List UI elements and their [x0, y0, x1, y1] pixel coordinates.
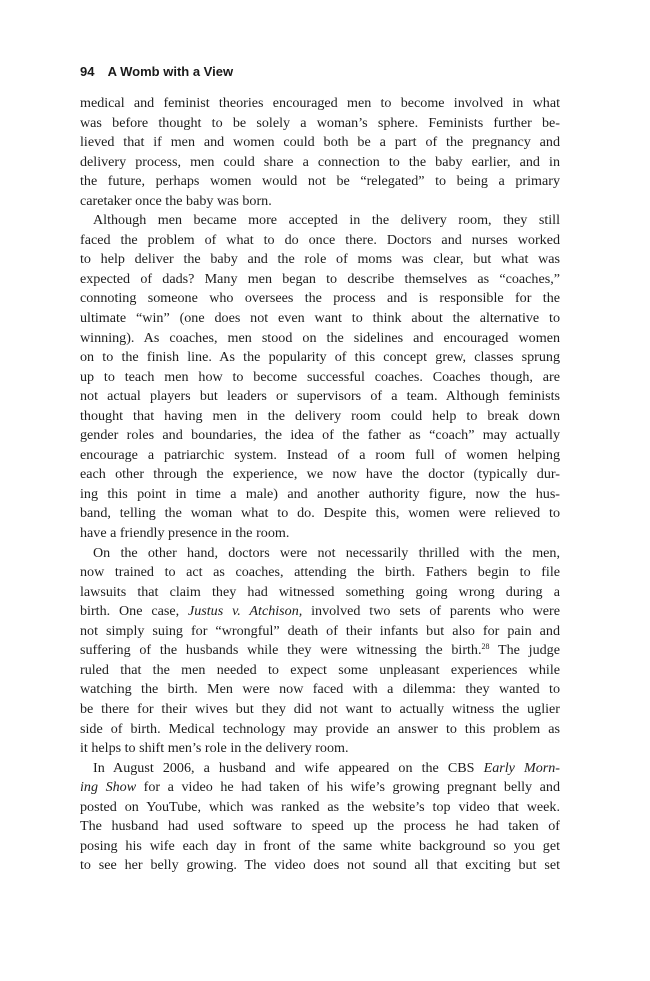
text-run: In August 2006, a husband and wife appeared on the CBS [93, 759, 484, 776]
text-line: posing his wife each day in front of the same white background so you get [80, 837, 560, 854]
body-text [80, 94, 560, 876]
page-number: 94 [80, 64, 95, 79]
text-run: suffering of the husbands while they were witnessing the birth. [80, 642, 482, 659]
text-line: not actual players but leaders or supervisors of a team. Although feminists [80, 388, 560, 405]
footnote-reference: 28 [481, 642, 490, 652]
text-line: band, telling the woman what to do. Despite this, women were relieved to [80, 505, 560, 522]
case-name-italic: Justus v. Atchison, [187, 603, 303, 620]
text-run: The judge [489, 642, 560, 659]
text-line: each other through the experience, we now have the doctor (typically dur- [80, 466, 560, 483]
text-run: birth. One case, [80, 603, 188, 620]
text-line: connoting someone who oversees the process and is responsible for the [80, 290, 560, 307]
text-line: thought that having men in the delivery room could help to break down [80, 407, 560, 424]
text-line: winning). As coaches, men stood on the sidelines and encouraged women [80, 329, 560, 346]
text-run: involved two sets of parents who were [302, 603, 560, 620]
text-line: on to the finish line. As the popularity of this concept grew, classes sprung [80, 349, 560, 366]
text-line: ruled that the men needed to expect some unpleasant experiences while [80, 661, 560, 678]
text-line: encourage a patriarchic system. Instead of a room full of women helping [80, 446, 560, 463]
text-line: The husband had used software to speed up the process he had taken of [80, 818, 560, 835]
text-line: On the other hand, doctors were not necessarily thrilled with the men, [93, 544, 560, 561]
text-line: be there for their wives but they did not want to actually witness the uglier [80, 700, 560, 717]
running-head [80, 64, 233, 79]
text-line: ing this point in time a male) and another authority figure, now the hus- [80, 485, 560, 502]
text-line: to help deliver the baby and the role of moms was clear, but what was [80, 251, 560, 268]
text-line: watching the birth. Men were now faced with a dilemma: they wanted to [80, 681, 560, 698]
text-line: Although men became more accepted in the delivery room, they still [93, 212, 560, 229]
running-title: A Womb with a View [107, 64, 234, 79]
text-line [80, 759, 560, 779]
text-line: was before thought to be solely a woman’s sphere. Feminists further be- [80, 114, 560, 131]
text-line: to see her belly growing. The video does not sound all that exciting but set [80, 857, 560, 874]
text-line: gender roles and boundaries, the idea of the father as “coach” may actually [80, 427, 560, 444]
text-line: side of birth. Medical technology may provide an answer to this problem as [80, 720, 560, 737]
text-line: lawsuits that claim they had witnessed something going wrong during a [80, 583, 560, 600]
text-line: have a friendly presence in the room. [80, 525, 290, 542]
show-title-italic: ing Show [80, 779, 137, 796]
text-line: lieved that if men and women could both be a part of the pregnancy and [80, 134, 560, 151]
text-line: the future, perhaps women would not be “relegated” to being a primary [80, 173, 560, 190]
text-line: delivery process, men could share a connection to the baby earlier, and in [80, 153, 560, 170]
text-line: expected of dads? Many men began to describe themselves as “coaches,” [80, 270, 560, 287]
text-line: caretaker once the baby was born. [80, 192, 272, 209]
text-line: up to teach men how to become successful coaches. Coaches though, are [80, 368, 560, 385]
text-line: faced the problem of what to do once there. Doctors and nurses worked [80, 231, 560, 248]
text-run: for a video he had taken of his wife’s growing pregnant belly and [136, 779, 561, 796]
text-line: posted on YouTube, which was ranked as the website’s top video that week. [80, 798, 560, 815]
show-title-italic: Early Morn- [483, 759, 560, 776]
text-line: medical and feminist theories encouraged men to become involved in what [80, 95, 560, 111]
text-line [80, 641, 560, 661]
text-line [80, 602, 560, 622]
text-line [80, 778, 560, 798]
text-line: not simply suing for “wrongful” death of their infants but also for pain and [80, 622, 560, 639]
text-line: ultimate “win” (one does not even want to think about the alternative to [80, 310, 560, 327]
text-line: it helps to shift men’s role in the delivery room. [80, 740, 349, 757]
text-line: now trained to act as coaches, attending the birth. Fathers begin to file [80, 564, 560, 581]
